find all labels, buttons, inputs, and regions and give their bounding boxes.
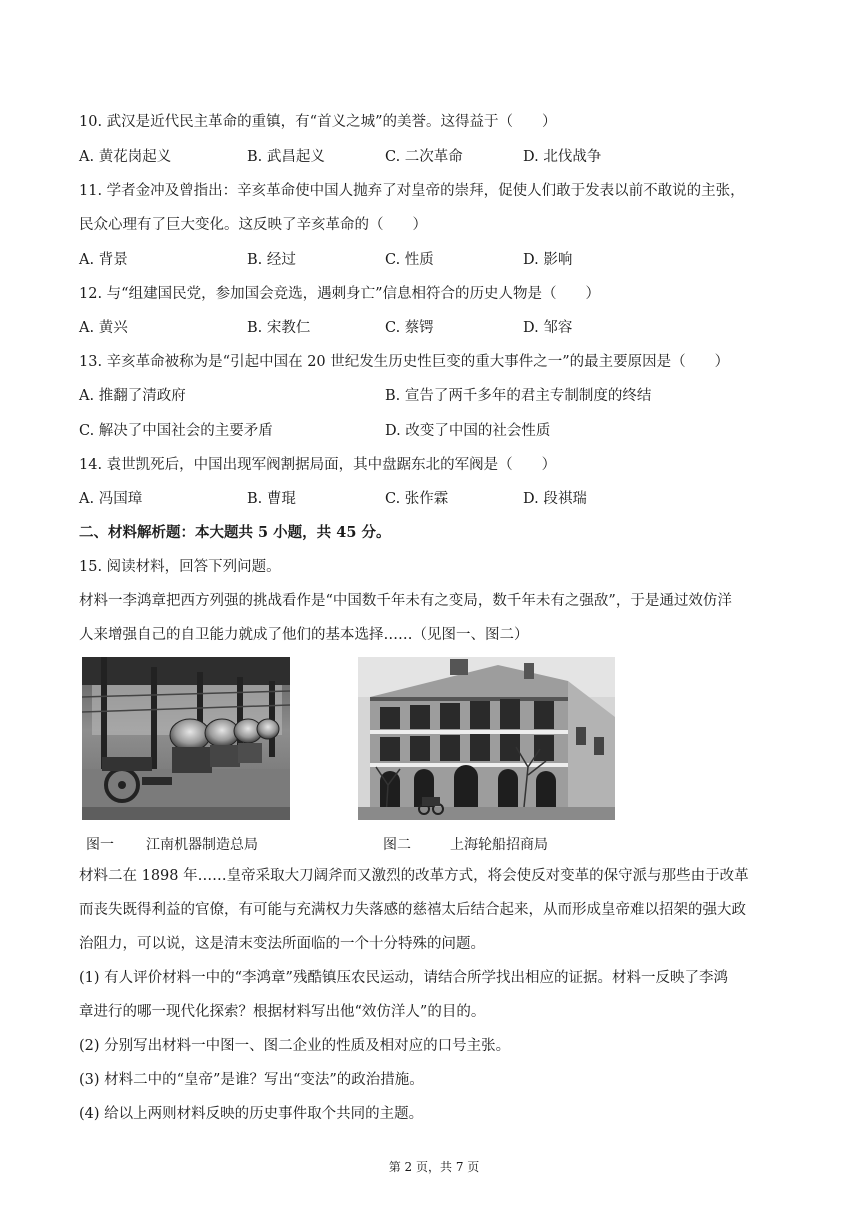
q10-option-a: A. 黄花岗起义 [79, 149, 172, 165]
question-11-stem-line-1: 11. 学者金冲及曾指出：辛亥革命使中国人抛弃了对皇帝的崇拜，促使人们敢于发表以前不敢说的主张， [79, 183, 745, 199]
material-2-line-3: 治阻力，可以说，这是清末变法所面临的一个十分特殊的问题。 [79, 936, 485, 952]
q12-option-b: B. 宋教仁 [247, 320, 311, 336]
sub-question-1-line-2: 章进行的哪一现代化探索？根据材料写出他“效仿洋人”的目的。 [79, 1004, 486, 1020]
figure-2-caption: 上海轮船招商局 [450, 837, 548, 853]
figure-2-number: 图二 [383, 837, 411, 853]
sub-question-3: (3) 材料二中的“皇帝”是谁？写出“变法”的政治措施。 [79, 1072, 424, 1088]
q14-option-a: A. 冯国璋 [79, 491, 143, 507]
sub-question-1-line-1: (1) 有人评价材料一中的“李鸿章”残酷镇压农民运动，请结合所学找出相应的证据。材料一反映了李鸿 [79, 970, 728, 986]
question-10-stem: 10. 武汉是近代民主革命的重镇，有“首义之城”的美誉。这得益于（ ） [79, 114, 557, 130]
q11-option-b: B. 经过 [247, 252, 296, 268]
q13-option-b: B. 宣告了两千多年的君主专制制度的终结 [385, 388, 652, 404]
q12-option-d: D. 邹容 [523, 320, 573, 336]
sub-question-4: (4) 给以上两则材料反映的历史事件取个共同的主题。 [79, 1106, 424, 1122]
question-14-stem: 14. 袁世凯死后，中国出现军阀割据局面，其中盘踞东北的军阀是（ ） [79, 457, 557, 473]
sub-question-2: (2) 分别写出材料一中图一、图二企业的性质及相对应的口号主张。 [79, 1038, 511, 1054]
q12-option-c: C. 蔡锷 [385, 320, 434, 336]
question-12-stem: 12. 与“组建国民党，参加国会竞选，遇刺身亡”信息相符合的历史人物是（ ） [79, 286, 600, 302]
q10-option-b: B. 武昌起义 [247, 149, 325, 165]
question-13-stem: 13. 辛亥革命被称为是“引起中国在 20 世纪发生历史性巨变的重大事件之一”的最主要原因是（ ） [79, 354, 730, 370]
page-footer: 第 2 页，共 7 页 [388, 1160, 480, 1174]
figure-1-number: 图一 [86, 837, 114, 853]
q11-option-c: C. 性质 [385, 252, 434, 268]
q14-option-d: D. 段祺瑞 [523, 491, 587, 507]
material-2-line-2: 而丧失既得利益的官僚，有可能与充满权力失落感的慈禧太后结合起来，从而形成皇帝难以招架的强大政 [79, 902, 746, 918]
material-1-line-2: 人来增强自己的自卫能力就成了他们的基本选择……（见图一、图二） [79, 627, 529, 643]
figure-2-photo [358, 657, 615, 820]
q10-option-c: C. 二次革命 [385, 149, 463, 165]
q13-option-a: A. 推翻了清政府 [79, 388, 186, 404]
material-1-line-1: 材料一李鸿章把西方列强的挑战看作是“中国数千年未有之变局，数千年未有之强敌”，于是通过效仿洋 [79, 593, 732, 609]
question-15-intro: 15. 阅读材料，回答下列问题。 [79, 559, 281, 575]
figure-1-photo [82, 657, 290, 820]
q14-option-c: C. 张作霖 [385, 491, 449, 507]
question-11-stem-line-2: 民众心理有了巨大变化。这反映了辛亥革命的（ ） [79, 217, 427, 233]
q11-option-a: A. 背景 [79, 252, 128, 268]
figure-1-caption: 江南机器制造总局 [146, 837, 258, 853]
q10-option-d: D. 北伐战争 [523, 149, 602, 165]
q13-option-c: C. 解决了中国社会的主要矛盾 [79, 423, 273, 439]
section-heading: 二、材料解析题：本大题共 5 小题，共 45 分。 [79, 524, 391, 541]
q13-option-d: D. 改变了中国的社会性质 [385, 423, 551, 439]
q14-option-b: B. 曹琨 [247, 491, 296, 507]
material-2-line-1: 材料二在 1898 年……皇帝采取大刀阔斧而又激烈的改革方式，将会使反对变革的保守派与那些由于改革 [79, 868, 749, 884]
q11-option-d: D. 影响 [523, 252, 573, 268]
q12-option-a: A. 黄兴 [79, 320, 128, 336]
